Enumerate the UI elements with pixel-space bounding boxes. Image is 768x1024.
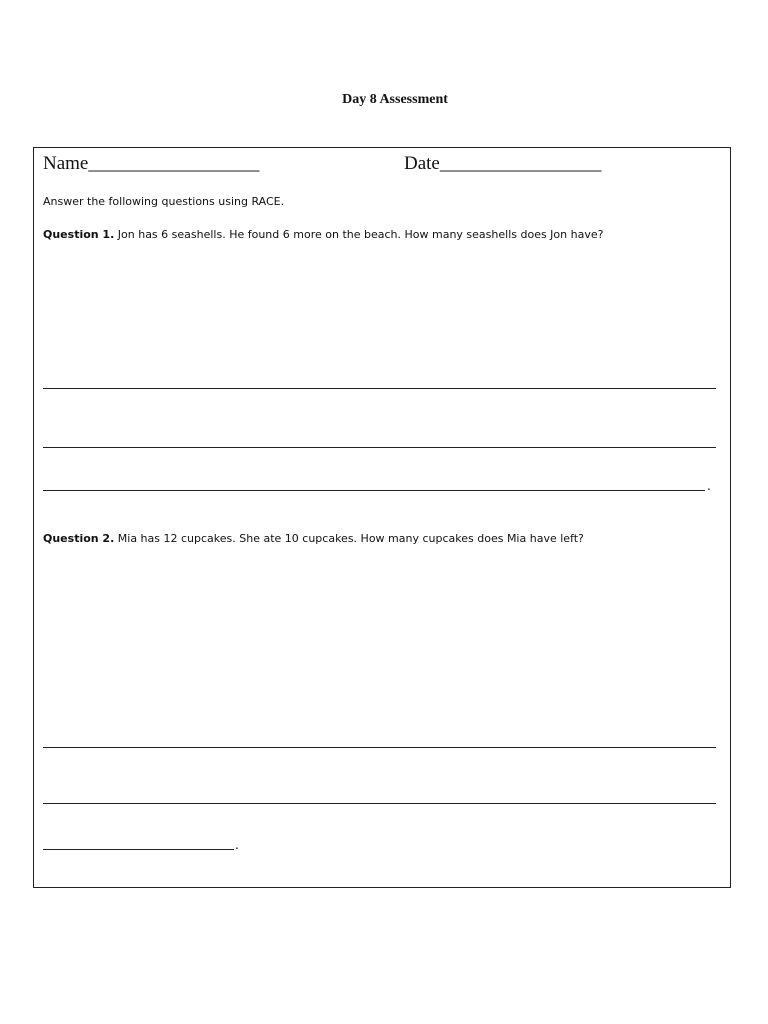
page-title: Day 8 Assessment <box>342 92 448 107</box>
instructions: Answer the following questions using RACE. <box>43 195 285 208</box>
q2-answer-line-1[interactable] <box>43 747 716 748</box>
q1-answer-line-2[interactable] <box>43 447 716 448</box>
q2-answer-line-2[interactable] <box>43 803 716 804</box>
q1-line-end-period: . <box>707 479 711 493</box>
assessment-frame <box>33 147 731 888</box>
question-2-text: Mia has 12 cupcakes. She ate 10 cupcakes. How many cupcakes does Mia have left? <box>114 532 584 545</box>
question-2 <box>43 532 584 545</box>
question-2-label: Question 2. <box>43 532 115 545</box>
q1-answer-line-1[interactable] <box>43 388 716 389</box>
q2-answer-line-3[interactable] <box>43 849 234 850</box>
name-field-label[interactable]: Name__________________ <box>43 153 260 174</box>
question-1 <box>43 228 603 241</box>
question-1-text: Jon has 6 seashells. He found 6 more on the beach. How many seashells does Jon have? <box>114 228 604 241</box>
q2-line-end-period: . <box>235 838 239 852</box>
question-1-label: Question 1. <box>43 228 115 241</box>
date-field-label[interactable]: Date_________________ <box>404 153 602 174</box>
q1-answer-line-3[interactable] <box>43 490 705 491</box>
